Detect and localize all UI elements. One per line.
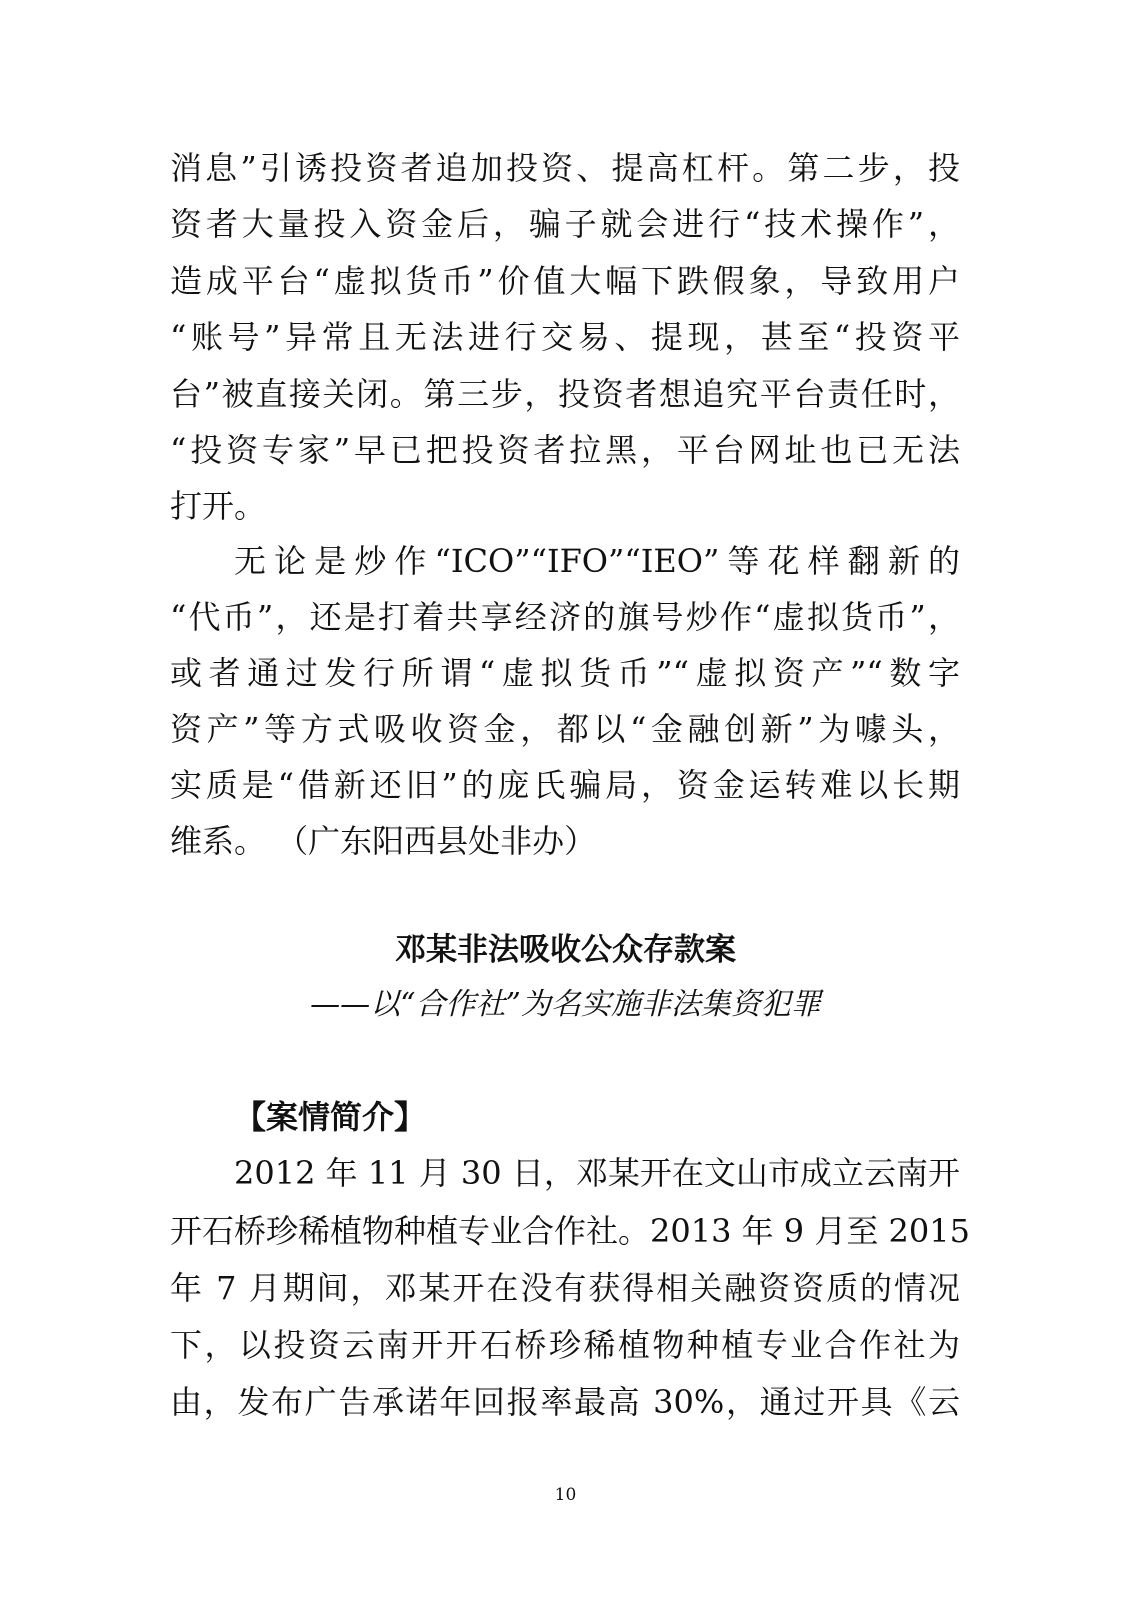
paragraph-3-line: 开石桥珍稀植物种植专业合作社。2013 年 9 月至 2015 bbox=[170, 1212, 970, 1250]
page-number: 10 bbox=[554, 1485, 577, 1505]
paragraph-1-line: 打开。 bbox=[170, 487, 267, 525]
paragraph-2-line: 或者通过发行所谓“虚拟货币”“虚拟资产”“数字 bbox=[170, 654, 960, 692]
paragraph-3-line: 下，以投资云南开开石桥珍稀植物种植专业合作社为 bbox=[170, 1326, 960, 1364]
case-subtitle: ——以“合作社”为名实施非法集资犯罪 bbox=[310, 987, 821, 1022]
paragraph-1-line: “投资专家”早已把投资者拉黑，平台网址也已无法 bbox=[170, 431, 960, 469]
paragraph-2-line: 实质是“借新还旧”的庞氏骗局，资金运转难以长期 bbox=[170, 766, 960, 804]
paragraph-1-line: 资者大量投入资金后，骗子就会进行“技术操作”， bbox=[170, 205, 960, 243]
paragraph-1-line: 造成平台“虚拟货币”价值大幅下跌假象，导致用户 bbox=[170, 262, 960, 300]
paragraph-3-line: 由，发布广告承诺年回报率最高 30%，通过开具《云 bbox=[170, 1383, 960, 1421]
paragraph-1-line: 台”被直接关闭。第三步，投资者想追究平台责任时， bbox=[170, 375, 960, 413]
paragraph-3-line: 2012 年 11 月 30 日，邓某开在文山市成立云南开 bbox=[234, 1154, 960, 1192]
paragraph-3-line: 年 7 月期间，邓某开在没有获得相关融资资质的情况 bbox=[170, 1269, 960, 1307]
paragraph-2-line: 资产”等方式吸收资金，都以“金融创新”为噱头， bbox=[170, 710, 960, 748]
section-heading: 【案情简介】 bbox=[234, 1098, 427, 1136]
paragraph-2-line: 无论是炒作“ICO”“IFO”“IEO”等花样翻新的 bbox=[234, 542, 960, 580]
paragraph-1-line: “账号”异常且无法进行交易、提现，甚至“投资平 bbox=[170, 318, 960, 356]
paragraph-2-line: “代币”，还是打着共享经济的旗号炒作“虚拟货币”， bbox=[170, 598, 960, 636]
case-title: 邓某非法吸收公众存款案 bbox=[395, 932, 736, 968]
paragraph-1-line: 消息”引诱投资者追加投资、提高杠杆。第二步，投 bbox=[170, 149, 960, 187]
paragraph-2-line: 维系。 （广东阳西县处非办） bbox=[170, 822, 597, 860]
